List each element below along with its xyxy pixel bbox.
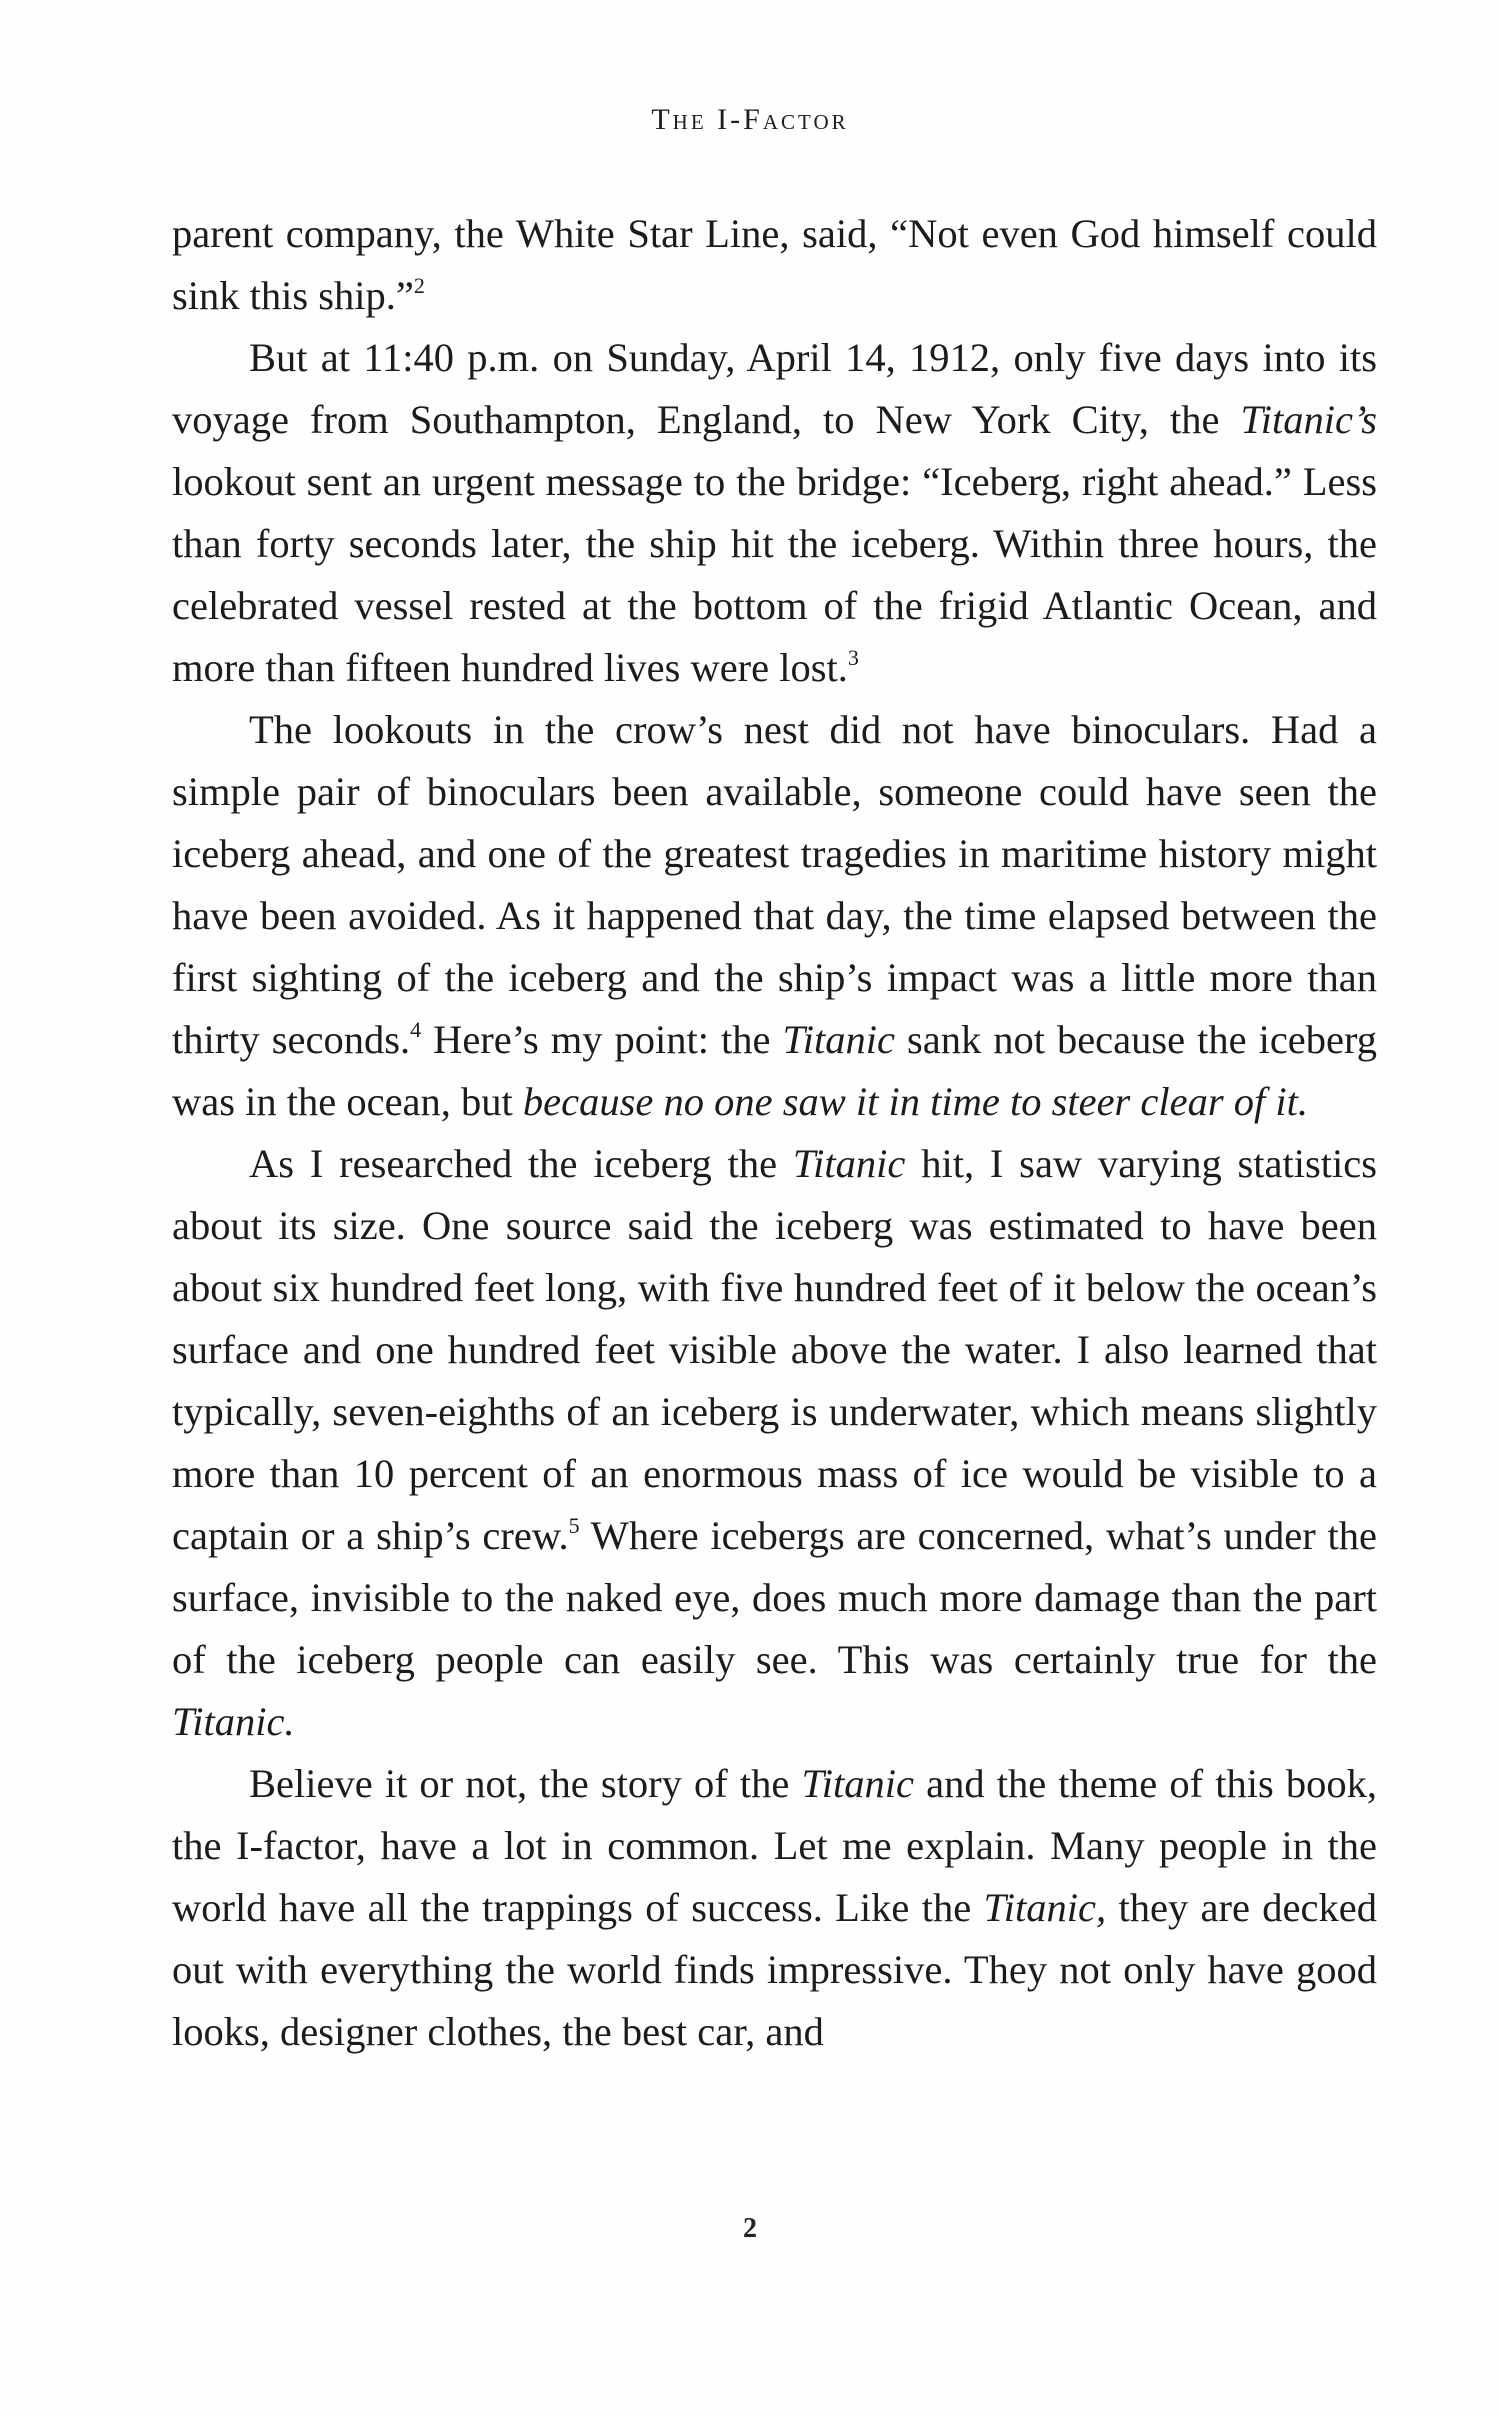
paragraph-4 — [172, 1133, 1377, 1753]
italic-run: Titanic, — [983, 1885, 1107, 1930]
italic-run: Titanic — [792, 1141, 906, 1186]
paragraph-2 — [172, 327, 1377, 699]
paragraph-5 — [172, 1753, 1377, 2063]
text-run: lookout sent an urgent message to the bridge: “Iceberg, right ahead.” Less than forty seconds later, the ship hit the iceberg. Within three hours, the celebrated vessel rested at the bottom of the frigid Atlantic Ocean, and more than fifteen hundred lives were lost. — [172, 459, 1377, 690]
text-run: sank not because the iceberg was in the ocean, but — [172, 1017, 1378, 1124]
footnote-ref: 2 — [413, 273, 425, 298]
text-run: parent company, the White Star Line, said, “Not even God himself could sink this ship.” — [172, 211, 1377, 318]
footnote-ref: 5 — [568, 1513, 580, 1538]
text-run: hit, I saw varying statistics about its size. One source said the iceberg was estimated to have been about six hundred feet long, with five hundred feet of it below the ocean’s surface and one hundred feet visible above the water. I also learned that typically, seven-eighths of an iceberg is underwater, which means slightly more than 10 percent of an enormous mass of ice would be visible to a captain or a ship’s crew. — [172, 1141, 1377, 1558]
running-head: The I-Factor — [651, 103, 849, 136]
body-text — [172, 203, 1377, 2063]
italic-run: Titanic — [782, 1017, 895, 1062]
text-run: Here’s my point: the — [421, 1017, 783, 1062]
text-run: and the theme of this book, the I-factor, have a lot in common. Let me explain. Many people in the world have all the trappings of success. Like the — [172, 1761, 1377, 1930]
italic-run: Titanic. — [172, 1699, 295, 1744]
text-run: As I researched the iceberg the — [249, 1141, 793, 1186]
text-run: they are decked out with everything the world finds impressive. They not only have good looks, designer clothes, the best car, and — [172, 1885, 1377, 2054]
text-run: Where icebergs are concerned, what’s under the surface, invisible to the naked eye, does much more damage than the part of the iceberg people can easily see. This was certainly true for the — [172, 1513, 1378, 1682]
italic-run: Titanic — [801, 1761, 914, 1806]
text-run: But at 11:40 p.m. on Sunday, April 14, 1912, only five days into its voyage from Southampton, England, to New York City, the — [172, 335, 1377, 442]
italic-run: because no one saw it in time to steer clear of it. — [522, 1079, 1309, 1124]
paragraph-3 — [172, 699, 1377, 1133]
text-run: Believe it or not, the story of the — [249, 1761, 802, 1806]
page-number: 2 — [743, 2213, 757, 2244]
text-run: The lookouts in the crow’s nest did not have binoculars. Had a simple pair of binoculars been available, someone could have seen the iceberg ahead, and one of the greatest tragedies in maritime history might have been avoided. As it happened that day, the time elapsed between the first sighting of the iceberg and the ship’s impact was a little more than thirty seconds. — [172, 707, 1377, 1062]
footnote-ref: 4 — [410, 1017, 422, 1042]
footnote-ref: 3 — [847, 645, 859, 670]
italic-run: Titanic’s — [1240, 397, 1377, 442]
paragraph-1 — [172, 203, 1377, 327]
